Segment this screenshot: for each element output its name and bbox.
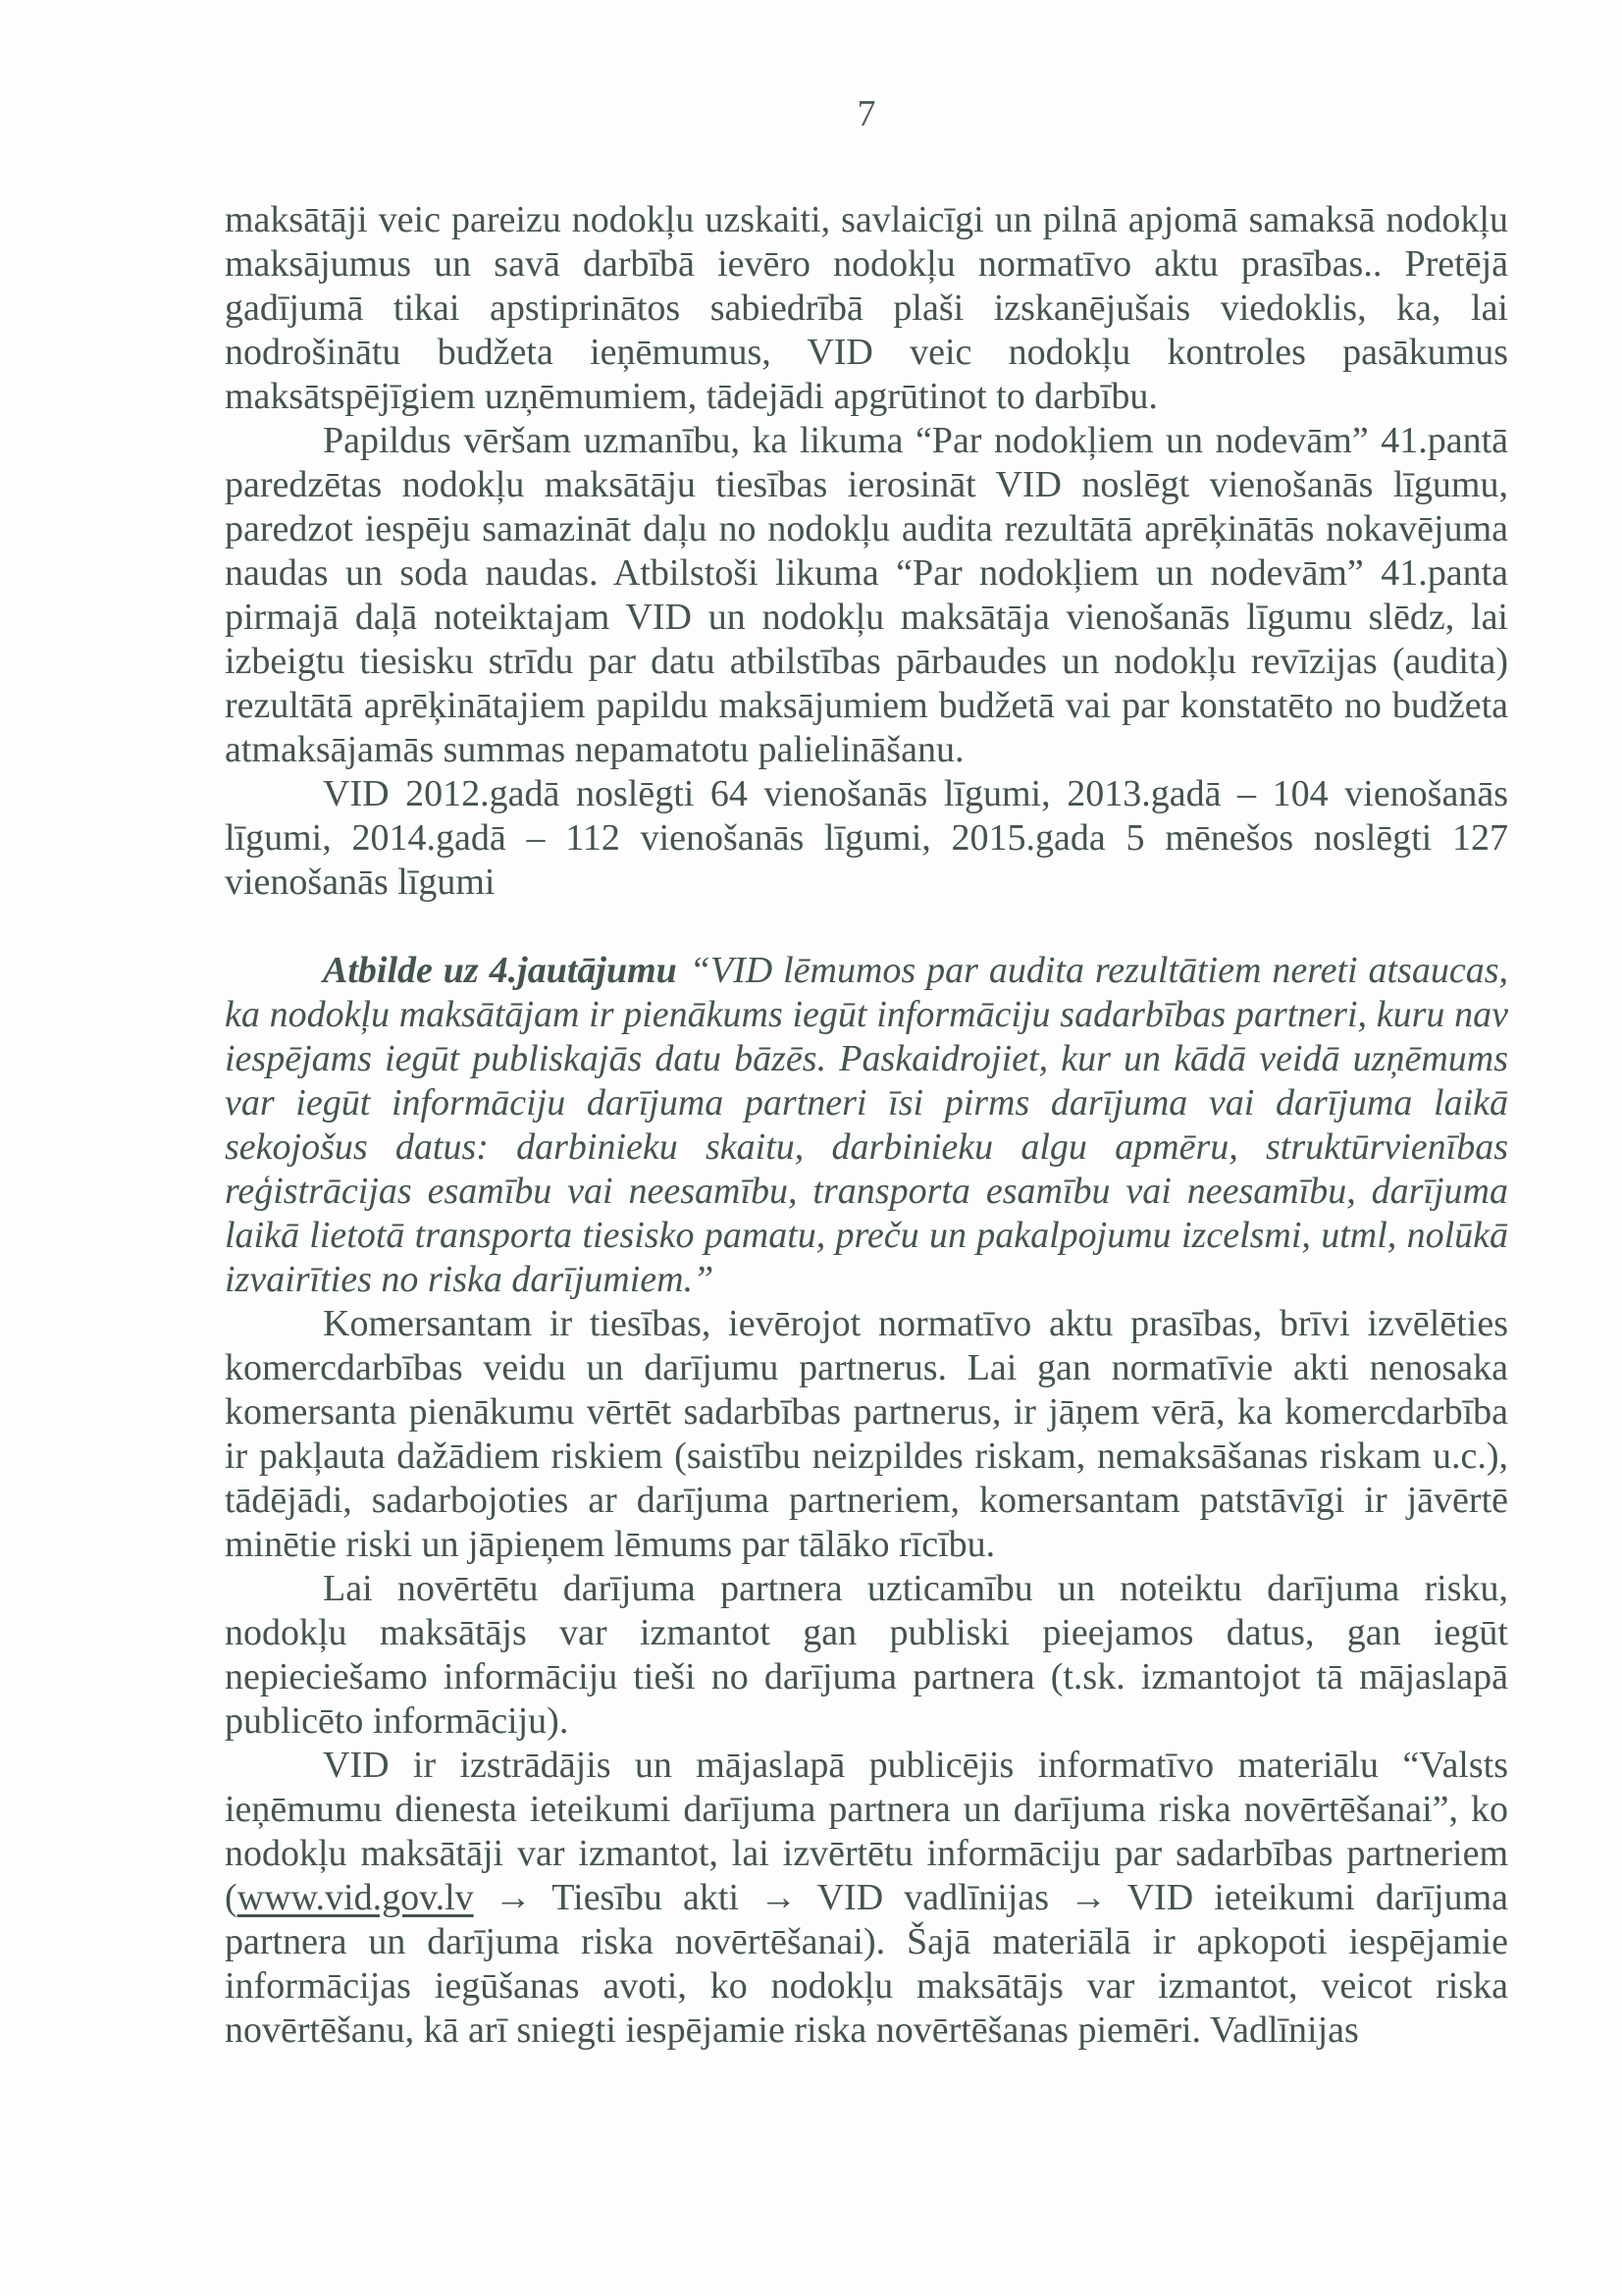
page-content — [225, 198, 1508, 2053]
paragraph-3: VID 2012.gadā noslēgti 64 vienošanās līgumi, 2013.gadā – 104 vienošanās līgumi, 2014.gadā – 112 vienošanās līgumi, 2015.gada 5 mēnešos noslēgti 127 vienošanās līgumi — [225, 773, 1508, 903]
paragraph-5: Komersantam ir tiesības, ievērojot normatīvo aktu prasības, brīvi izvēlēties komercdarbības veidu un darījumu partnerus. Lai gan normatīvie akti nenosaka komersanta pienākumu vērtēt sadarbības partnerus, ir jāņem vērā, ka komercdarbība ir pakļauta dažādiem riskiem (saistību neizpildes riskam, nemaksāšanas riskam u.c.), tādējādi, sadarbojoties ar darījuma partneriem, komersantam patstāvīgi ir jāvērtē minētie riski un jāpieņem lēmums par tālāko rīcību. — [225, 1303, 1508, 1565]
paragraph-4-answer — [225, 949, 1508, 1302]
page-number: 7 — [857, 93, 876, 134]
paragraph-1: maksātāji veic pareizu nodokļu uzskaiti, savlaicīgi un pilnā apjomā samaksā nodokļu maksājumus un savā darbībā ievēro nodokļu normatīvo aktu prasības.. Pretējā gadījumā tikai apstiprinātos sabiedrībā plaši izskanējušais viedoklis, ka, lai nodrošinātu budžeta ieņēmumus, VID veic nodokļu kontroles pasākumus maksātspējīgiem uzņēmumiem, tādejādi apgrūtinot to darbību. — [225, 199, 1508, 417]
vid-gov-link[interactable]: www.vid.gov.lv — [236, 1877, 474, 1918]
answer-question-text: “VID lēmumos par audita rezultātiem nereti atsaucas, ka nodokļu maksātājam ir pienākums iegūt informāciju sadarbības partneri, kuru nav iespējams iegūt publiskajās datu bāzēs. Paskaidrojiet, kur un kādā veidā uzņēmums var iegūt informāciju darījuma partneri īsi pirms darījuma vai darījuma laikā sekojošus datus: darbinieku skaitu, darbinieku algu apmēru, struktūrvienības reģistrācijas esamību vai neesamību, transporta esamību vai neesamību, darījuma laikā lietotā transporta tiesisko pamatu, preču un pakalpojumu izcelsmi, utml, nolūkā izvairīties no riska darījumiem.” — [225, 950, 1508, 1300]
paragraph-7-before-link: VID ir izstrādājis un mājaslapā publicējis informatīvo materiālu “Valsts ieņēmumu dienesta ieteikumi darījuma partnera un darījuma riska novērtēšanai”, ko nodokļu maksātāji var izmantot, lai izvērtētu informāciju par sadarbības partneriem ( — [225, 1745, 1508, 1918]
answer-heading: Atbilde uz 4.jautājumu — [323, 950, 677, 991]
paragraph-2: Papildus vēršam uzmanību, ka likuma “Par nodokļiem un nodevām” 41.pantā paredzētas nodokļu maksātāju tiesības ierosināt VID noslēgt vienošanās līgumu, paredzot iespēju samazināt daļu no nodokļu audita rezultātā aprēķinātās nokavējuma naudas un soda naudas. Atbilstoši likuma “Par nodokļiem un nodevām” 41.panta pirmajā daļā noteiktajam VID un nodokļu maksātāja vienošanās līgumu slēdz, lai izbeigtu tiesisku strīdu par datu atbilstības pārbaudes un nodokļu revīzijas (audita) rezultātā aprēķinātajiem papildu maksājumiem budžetā vai par konstatēto no budžeta atmaksājamās summas nepamatotu palielināšanu. — [225, 420, 1508, 770]
paragraph-7-after-link: → Tiesību akti → VID vadlīnijas → VID ieteikumi darījuma partnera un darījuma riska novērtēšanai). Šajā materiālā ir apkopoti iespējamie informācijas iegūšanas avoti, ko nodokļu maksātājs var izmantot, veicot riska novērtēšanu, kā arī sniegti iespējamie riska novērtēšanas piemēri. Vadlīnijas — [225, 1877, 1508, 2051]
paragraph-6: Lai novērtētu darījuma partnera uzticamību un noteiktu darījuma risku, nodokļu maksātājs var izmantot gan publiski pieejamos datus, gan iegūt nepieciešamo informāciju tieši no darījuma partnera (t.sk. izmantojot tā mājaslapā publicēto informāciju). — [225, 1568, 1508, 1742]
paragraph-7 — [225, 1744, 1508, 2053]
